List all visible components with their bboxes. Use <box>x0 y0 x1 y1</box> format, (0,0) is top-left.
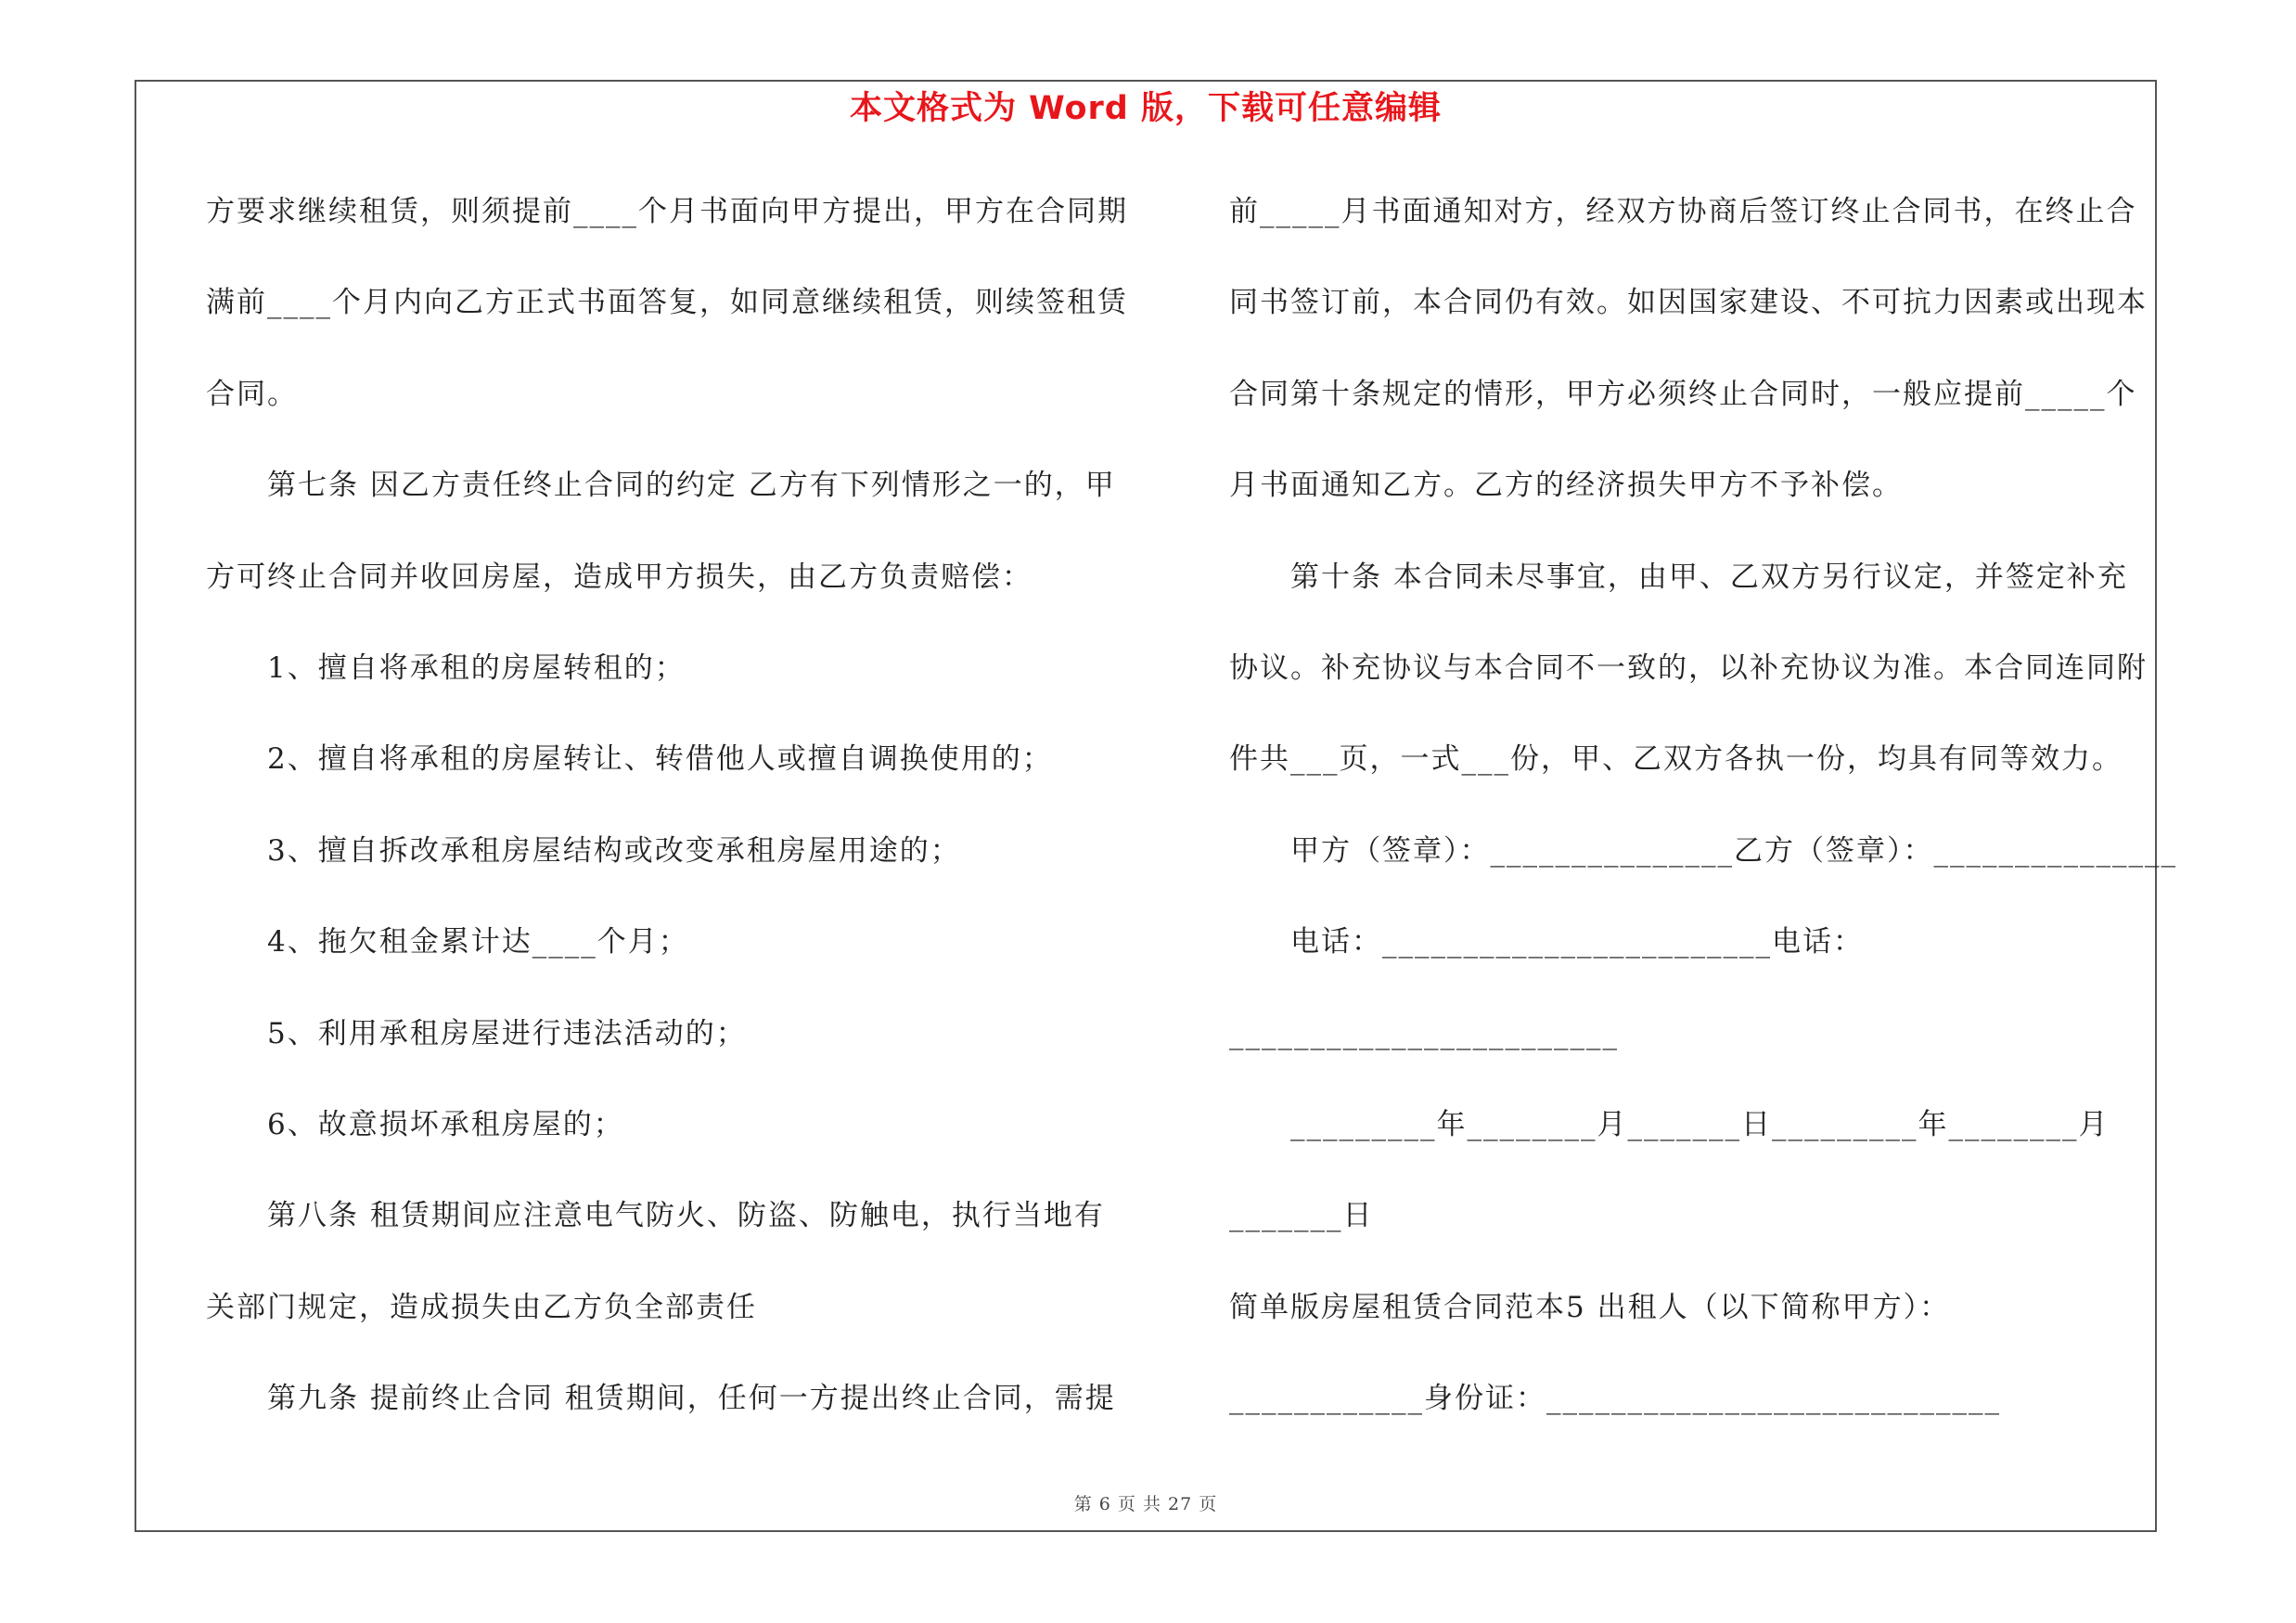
text-line: 甲方（签章）：_______________乙方（签章）：_______________ <box>1290 833 2177 868</box>
text-line: 第七条 因乙方责任终止合同的约定 乙方有下列情形之一的，甲 <box>267 469 1116 503</box>
text-line: 第九条 提前终止合同 租赁期间，任何一方提出终止合同，需提 <box>267 1382 1116 1416</box>
text-line: 关部门规定，造成损失由乙方负全部责任 <box>206 1290 757 1324</box>
text-line: 第十条 本合同未尽事宜，由甲、乙双方另行议定，并签定补充 <box>1290 560 2128 594</box>
text-line: 合同第十条规定的情形，甲方必须终止合同时，一般应提前_____个 <box>1229 377 2137 411</box>
text-line: 月书面通知乙方。乙方的经济损失甲方不予补偿。 <box>1229 469 1903 503</box>
text-line: 6、故意损坏承租房屋的； <box>267 1108 624 1141</box>
text-line: 电话：________________________电话： <box>1290 925 1864 960</box>
text-line: 2、擅自将承租的房屋转让、转借他人或擅自调换使用的； <box>267 742 1053 777</box>
text-line: 件共___页，一式___份，甲、乙双方各执一份，均具有同等效力。 <box>1229 742 2123 777</box>
page-number-footer: 第 6 页 共 27 页 <box>1073 1494 1218 1514</box>
text-line: 5、利用承租房屋进行违法活动的； <box>267 1016 747 1050</box>
text-line: 前_____月书面通知对方，经双方协商后签订终止合同书，在终止合 <box>1229 195 2137 228</box>
text-line: _______日 <box>1229 1199 1374 1233</box>
text-line: 合同。 <box>206 377 298 411</box>
text-line: 满前____个月内向乙方正式书面答复，如同意继续租赁，则续签租赁 <box>206 286 1128 320</box>
text-line: _________年________月_______日_________年________月 <box>1290 1108 2110 1141</box>
text-line: 3、擅自拆改承租房屋结构或改变承租房屋用途的； <box>267 833 961 868</box>
text-line: ________________________ <box>1229 1016 1619 1050</box>
text-line: 4、拖欠租金累计达____个月； <box>267 925 689 960</box>
text-line: 方可终止合同并收回房屋，造成甲方损失，由乙方负责赔偿： <box>206 560 1033 594</box>
text-line: 同书签订前，本合同仍有效。如因国家建设、不可抗力因素或出现本 <box>1229 286 2148 320</box>
text-line: 简单版房屋租赁合同范本5 出租人（以下简称甲方）： <box>1229 1290 1951 1324</box>
text-line: 1、擅自将承租的房屋转租的； <box>267 651 686 685</box>
text-line: 方要求继续租赁，则须提前____个月书面向甲方提出，甲方在合同期 <box>206 195 1128 228</box>
word-format-banner: 本文格式为 Word 版，下载可任意编辑 <box>849 90 1443 127</box>
text-line: 协议。补充协议与本合同不一致的，以补充协议为准。本合同连同附 <box>1229 651 2148 685</box>
text-line: 第八条 租赁期间应注意电气防火、防盗、防触电，执行当地有 <box>267 1199 1105 1233</box>
text-line: ____________身份证：____________________________ <box>1229 1382 2001 1416</box>
